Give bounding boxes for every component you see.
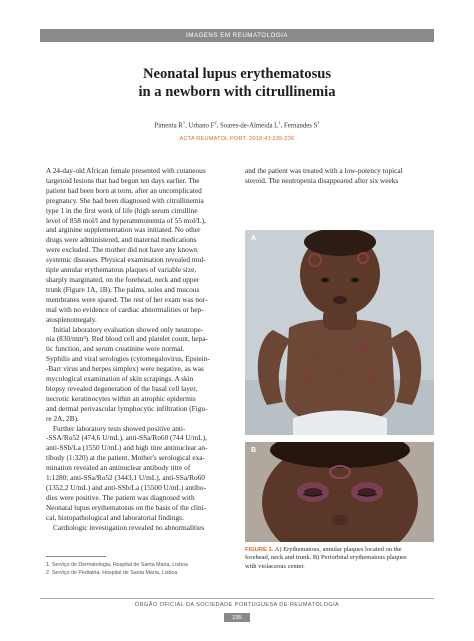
article-title: [40, 65, 434, 101]
caption-text: forehead, neck and trunk. B) Periorbital erythematous plaques: [245, 554, 407, 562]
paragraph-further-tests: [46, 424, 238, 523]
page-number: 235: [224, 613, 250, 622]
author-name: Soares-de-Almeida L: [220, 122, 279, 130]
text-line: and the patient was treated with a low-potency topical: [245, 166, 403, 175]
footnote: 2. Serviço de Pediatria, Hospital de Santa Maria, Lisboa: [46, 570, 178, 577]
text-line: Initial laboratory evaluation showed only neutrope-: [53, 324, 204, 334]
author-affiliation: 1: [317, 120, 320, 125]
text-line: steroid. The neutropenia disappeared after six weeks: [245, 175, 399, 185]
text-line: -Barr virus and herpes simplex) were negative, as was: [46, 364, 204, 374]
title-line-2: in a newborn with citrullinemia: [138, 84, 336, 100]
text-line: necrotic keratinocytes within an atrophic epidermis: [46, 393, 196, 403]
text-line: drugs were administered, and maternal medications: [46, 235, 197, 245]
text-line: sharply marginated, on the forehead, neck and upper: [46, 274, 200, 284]
text-line: dies were positive. The patient was diagnosed with: [46, 492, 195, 502]
panel-label-b: B: [251, 447, 257, 454]
journal-citation: ACTA REUMATOL PORT. 2018;43:235-236: [179, 136, 295, 142]
caption-text: A) Erythematous, annular plaques located on the: [273, 546, 402, 553]
paragraph-cardiologic: [46, 523, 238, 533]
title-line-1: Neonatal lupus erythematosus: [142, 66, 332, 82]
figure-caption: [245, 546, 434, 571]
text-line: anti-SSb/La (1550 U/mL) and high titre antinuclear an-: [46, 443, 208, 453]
author-affiliation: 1: [278, 120, 281, 125]
footnote-divider: [46, 556, 106, 557]
author-name: Pimenta R: [154, 122, 183, 130]
text-line: (1352,2 U/mL) and anti-SSb/La (15500 U/mL) antibo-: [46, 483, 206, 492]
left-column-body: [46, 166, 238, 533]
text-line: and dermal perivascular lymphocytic infiltration (Figu-: [46, 403, 208, 413]
text-line: atosplenomegaly.: [46, 314, 97, 324]
infant-trunk-image: [245, 230, 434, 435]
text-line: tiple annular erythematous plaques of variable size,: [46, 265, 197, 275]
text-line: type 1 in the first week of life (high serum citrulline: [46, 205, 198, 215]
figure-1a-photo: [245, 230, 434, 435]
text-line: and arginine supplementation was initiated. No other: [46, 225, 201, 235]
text-line: -SSA/Ro52 (474,6 U/mL), anti-SSa/Ro60 (744 U/mL),: [46, 433, 207, 443]
affiliation-footnotes: [46, 561, 236, 577]
text-line: Neonatal lupus erythematosus on the basis of the clini-: [46, 502, 207, 512]
text-line: tic function, and serum creatinine were normal.: [46, 344, 185, 354]
text-line: cal, histopathological and laboratorial findings.: [46, 512, 184, 522]
caption-text: with violaceous center.: [245, 562, 305, 570]
paragraph-laboratory-evaluation: [46, 325, 238, 424]
text-line: nia (830/mm³). Red blood cell and platelet count, hepa-: [46, 334, 208, 344]
text-line: mination revealed an antinuclear antibody titre of: [46, 463, 191, 473]
right-column-body: [245, 166, 437, 186]
text-line: trunk (Figure 1A, 1B). The palms, soles and mucous: [46, 284, 200, 294]
author-affiliation: 2: [214, 120, 217, 125]
author-name: Fernandes S: [284, 122, 318, 130]
text-line: membranes were spared. The rest of her exam was nor-: [46, 294, 208, 304]
text-line: Syphilis and viral serologies (cytomegalovirus, Epstein-: [46, 354, 210, 364]
figure-caption-label: FIGURE 1.: [245, 547, 274, 553]
footnote: 1. Serviço de Dermatologia, Hospital de Santa Maria, Lisboa: [46, 562, 188, 568]
panel-label-a: A: [251, 235, 257, 242]
section-header-band: [40, 29, 434, 42]
footer-divider: [40, 598, 434, 599]
text-line: pregnancy. She had been diagnosed with citrullinemia: [46, 195, 204, 205]
text-line: re 2A, 2B).: [46, 413, 79, 423]
text-line: Cardiologic investigation revealed no abnormalities: [53, 522, 205, 532]
figure-1b-photo: [245, 442, 434, 542]
text-line: were excluded. The mother did not have any known: [46, 245, 198, 255]
infant-face-closeup-image: [245, 442, 434, 542]
journal-footer: ÓRGÃO OFICIAL DA SOCIEDADE PORTUGUESA DE REUMATOLOGIA: [134, 602, 340, 608]
text-line: patient had been born at term, after an uncomplicated: [46, 185, 202, 195]
text-line: mycological examination of skin scrapings. A skin: [46, 374, 194, 384]
text-line: A 24-day-old African female presented with cutaneous: [46, 166, 206, 175]
text-line: 1:1280; anti-SSa/Ro52 (3443,1 U/mL), anti-SSa/Ro60: [46, 473, 205, 483]
text-line: Further laboratory tests showed positive anti-: [53, 423, 186, 433]
text-line: systemic diseases. Physical examination revealed mul-: [46, 255, 206, 265]
text-line: mal with no evidence of cardiac abnormalities or hep-: [46, 304, 204, 314]
author-name: Urbano F: [188, 122, 215, 130]
text-line: tibody (1:320) at the patient. Mother's serological exa-: [46, 453, 205, 463]
section-header-label: IMAGENS EM REUMATOLOGIA: [185, 32, 289, 39]
paragraph-case-presentation: [46, 166, 238, 325]
text-line: biopsy revealed degeneration of the basal cell layer,: [46, 383, 198, 393]
author-list: Pimenta $R^1$, Urbano $F^2$, Soares-de-Almeida $L^1$, Fernandes $S^1$: [154, 120, 320, 130]
text-line: level of 858 mol/l and hyperammonemia of 55 mol/L),: [46, 215, 206, 225]
text-line: targetoid lesions that had begun ten days earlier. The: [46, 175, 200, 185]
author-affiliation: 1: [182, 120, 186, 125]
